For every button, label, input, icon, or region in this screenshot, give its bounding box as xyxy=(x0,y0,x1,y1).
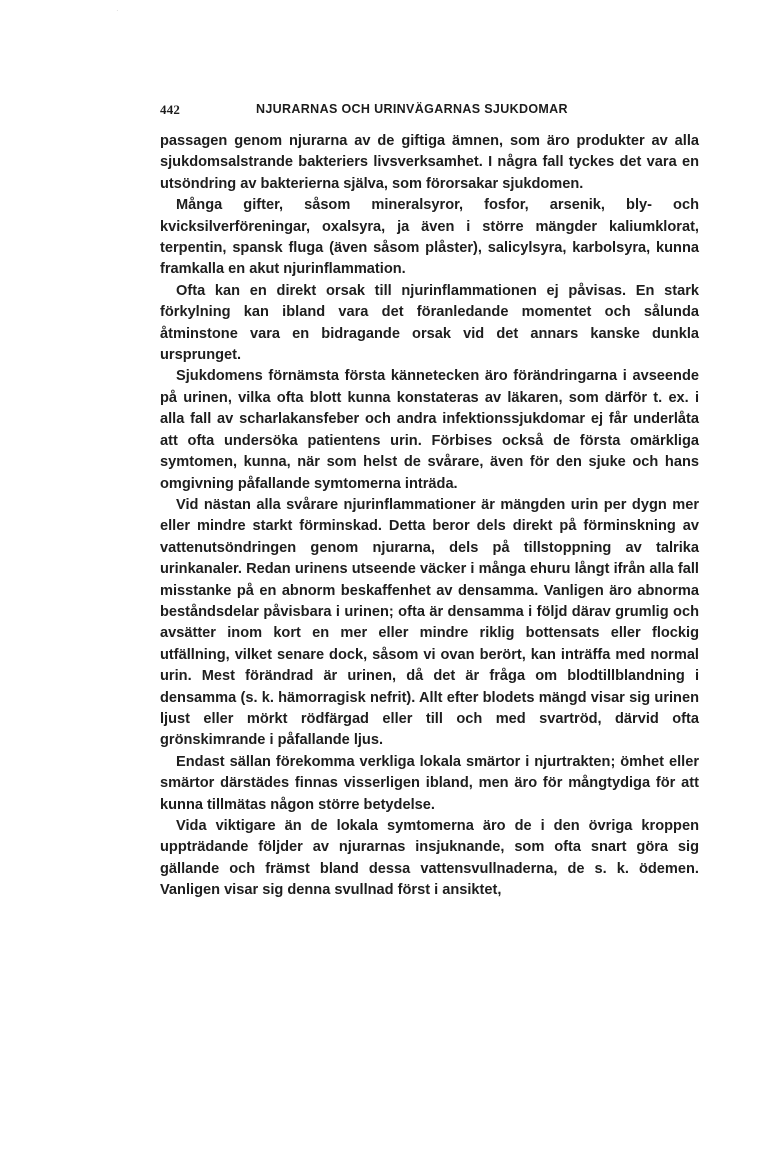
running-title: NJURARNAS OCH URINVÄGARNAS SJUKDOMAR xyxy=(256,102,568,116)
paragraph-unknown-cause: Ofta kan en direkt orsak till njurinflammationen ej påvisas. En stark förkylning kan ibland vara det föranledande momentet och sålunda åtminstone vara en bidragande orsak vid det annars kanske dunkla ursprunget. xyxy=(160,282,699,364)
paragraph-edema: Vida viktigare än de lokala symtomerna äro de i den övriga kroppen uppträdande följder av njurarnas insjuknande, som ofta snart göra sig gällande och främst bland dessa vattensvullnaderna, de s. k. ödemen. Vanligen visar sig denna svullnad först i ansiktet, xyxy=(160,818,699,899)
page-number: 442 xyxy=(160,102,181,117)
paragraph-poisons: Många gifter, såsom mineralsyror, fosfor, arsenik, bly- och kvicksilverföreningar, oxalsyra, ja även i större mängder kaliumklorat, terpentin, spansk fluga (även såsom plåster), salicylsyra, karbolsyra, kunna framkalla en akut njurinflammation. xyxy=(160,197,699,278)
paragraph-continuation: passagen genom njurarna av de giftiga ämnen, som äro produkter av alla sjukdomsalstrande bakteriers livsverksamhet. I några fall tyckes det vara en utsöndring av bakterierna själva, som förorsakar sjukdomen. xyxy=(160,133,699,192)
paragraph-urine-changes: Vid nästan alla svårare njurinflammationer är mängden urin per dygn mer eller mindre starkt förminskad. Detta beror dels direkt på förminskning av vattenutsöndringen genom njurarna, dels på tillstoppning av talrika urinkanaler. Redan urinens utseende väcker i många ehuru långt ifrån alla fall misstanke på en abnorm beskaffenhet av densamma. Vanligen äro abnorma beståndsdelar påvisbara i urinen; ofta är densamma i följd därav grumlig och avsätter inom kort en mer eller mindre riklig bottensats eller flockig utfällning, vilket senare dock, såsom vi ovan berört, kan inträffa med normal urin. Mest förändrad är urinen, då det är fråga om blodtillblandning i densamma (s. k. hämorragisk nefrit). Allt efter blodets mängd visar sig urinen ljust eller mörkt rödfärgad eller till och med svartröd, därvid ofta grönskimrande i påfallande ljus. xyxy=(160,496,699,749)
scan-speck: · xyxy=(116,6,119,15)
paragraph-first-signs: Sjukdomens förnämsta första kännetecken äro förändringarna i avseende på urinen, vilka ofta blott kunna konstateras av läkaren, som därför t. ex. i alla fall av scharlakansfeber och andra infektionssjukdomar ej får underlåta att ofta undersöka patientens urin. Förbises också de första omärkliga symtomen, kunna, när som helst de svårare, även för den sjuke och hans omgivning påfallande symtomerna inträda. xyxy=(160,368,699,492)
paragraph-local-pain: Endast sällan förekomma verkliga lokala smärtor i njurtrakten; ömhet eller smärtor därstädes finnas visserligen ibland, men äro för mångtydiga för att kunna tillmätas någon större betydelse. xyxy=(160,753,699,813)
page-header xyxy=(160,102,700,122)
body-text xyxy=(160,131,699,902)
